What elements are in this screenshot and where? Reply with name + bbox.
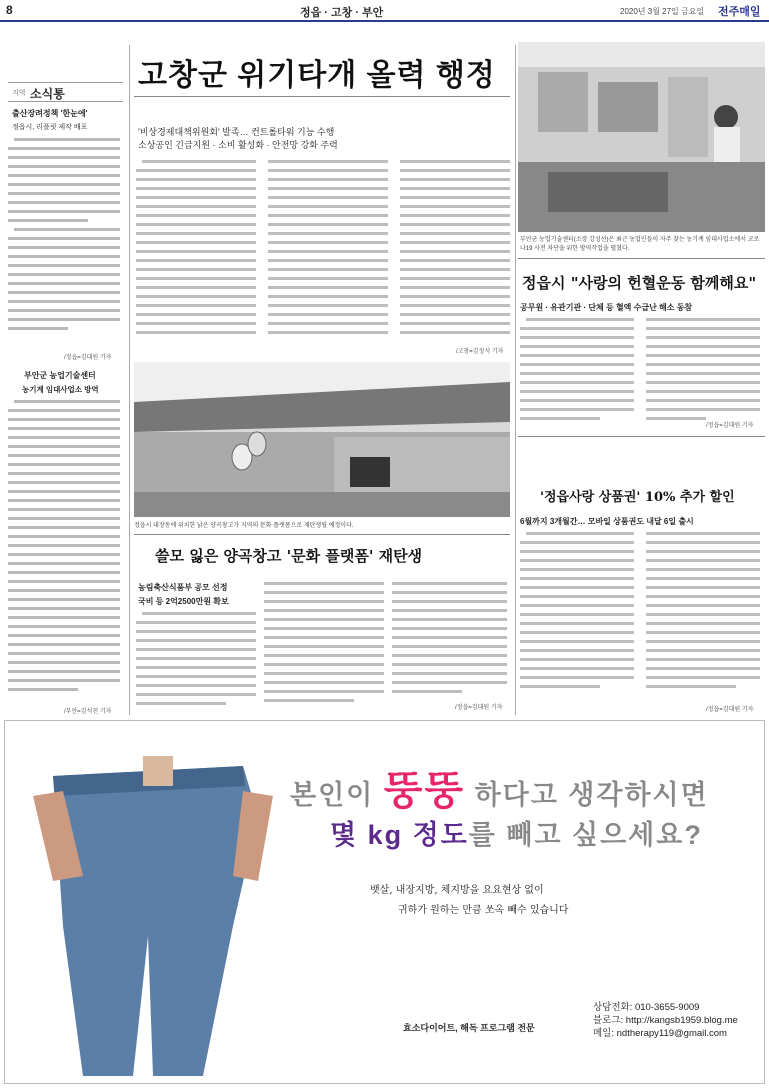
- page-number: 8: [6, 3, 13, 17]
- column-divider: [129, 45, 130, 715]
- story4-rule: [518, 436, 765, 437]
- story2-photo-caption: 정읍시 내장동에 위치한 낡은 양곡창고가 지역의 문화 플랫폼으로 재탄생될 예정이다.: [134, 523, 354, 529]
- ad-brand: 효소다이어트, 해독 프로그램 전문: [403, 1023, 535, 1033]
- ad-sub2: 귀하가 원하는 만큼 쏘옥 빼수 있습니다: [398, 905, 569, 916]
- ad-phone: 상담전화: 010-3655-9009: [593, 1002, 700, 1013]
- story2-body-col3: [392, 580, 517, 710]
- story3-body: [520, 316, 766, 436]
- headline-rule: [134, 96, 510, 97]
- page-header: [0, 0, 769, 22]
- story2-rule: [134, 534, 510, 535]
- sidebar-item1-head: 출산장려정책 '한눈에': [12, 109, 88, 118]
- sidebar-item1-byline: /정읍=김대원 기자: [64, 355, 112, 361]
- main-headline: 고창군 위기타개 올력 행정: [138, 59, 496, 92]
- story2-deck-1: 농림축산식품부 공모 선정: [138, 583, 228, 592]
- sidebar-item1-sub: 정읍시, 리플릿 제작 배포: [12, 124, 88, 131]
- sidebar-item2-head: 부안군 농업기술센터: [24, 371, 96, 380]
- section-tag: 지역 소식통: [8, 82, 123, 102]
- ad-email[interactable]: 메일: ndtherapy119@gmail.com: [593, 1028, 727, 1039]
- story3-photo-caption: 부안군 농업기술센터(소장 강성선)은 최근 농업인들이 자주 찾는 농기계 임대사업소에서 코로나19 사전 차단을 위한 방역작업을 펼쳤다.: [520, 237, 760, 252]
- sidebar-item2-body: [8, 398, 123, 698]
- story4-byline: /정읍=김대원 기자: [706, 707, 754, 713]
- ad-line1-emph: 뚱뚱: [383, 769, 466, 813]
- story4-body: [520, 530, 766, 702]
- ad-line1-post: 하다고 생각하시면: [474, 780, 709, 810]
- story2-byline: /정읍=김대원 기자: [455, 705, 503, 711]
- main-deck-2: 소상공인 긴급지원 · 소비 활성화 · 안전망 강화 주력: [138, 140, 338, 150]
- warehouse-photo: [134, 362, 510, 517]
- story2-deck-2: 국비 등 2억2500만원 확보: [138, 597, 229, 606]
- sidebar-item2-sub: 농기계 임대사업소 방역: [22, 385, 99, 394]
- jeans-illustration: [33, 756, 273, 1081]
- story3-headline: 정읍시 "사랑의 헌혈운동 함께해요": [522, 274, 757, 292]
- ad-line2-emph: 몇 kg 정도: [330, 820, 469, 850]
- ad-line2-post: 를 빼고 싶으세요?: [468, 820, 703, 850]
- story3-rule: [518, 258, 765, 259]
- issue-date: 2020년 3월 27일 금요일: [620, 7, 705, 16]
- main-byline: /고창=김정석 기자: [456, 349, 504, 355]
- ad-line1: [290, 759, 709, 816]
- story4-deck: 6월까지 3개월간… 모바일 상품권도 내달 6일 출시: [520, 517, 694, 526]
- ad-line1-pre: 본인이: [290, 780, 375, 810]
- newspaper-name: 전주매일: [718, 6, 761, 18]
- column-divider-right: [515, 45, 516, 715]
- ad-sub1: 뱃살, 내장지방, 체지방을 요요현상 없이: [370, 885, 544, 896]
- sidebar-item1-body: [8, 136, 123, 346]
- sidebar-item2-byline: /부안=김석천 기자: [64, 709, 112, 715]
- equipment-photo: [518, 42, 765, 232]
- main-deck-1: '비상경제대책위원회' 발족… 컨트롤타워 기능 수행: [138, 127, 335, 137]
- story4-headline: '정읍사랑 상품권' 10% 추가 할인: [540, 490, 735, 505]
- ad-line2: [330, 813, 703, 852]
- story3-byline: /정읍=김대원 기자: [706, 423, 754, 429]
- diet-advertisement: [4, 720, 765, 1084]
- section-title: 정읍 · 고창 · 부안: [300, 7, 384, 19]
- story2-headline: 쓸모 잃은 양곡창고 '문화 플랫폼' 재탄생: [155, 547, 423, 565]
- main-body: [136, 158, 512, 354]
- ad-contact: [593, 1001, 738, 1040]
- story3-deck: 공무원 · 유관기관 · 단체 등 혈액 수급난 해소 동참: [520, 303, 693, 312]
- ad-blog[interactable]: 블로그: http://kangsb1959.blog.me: [593, 1015, 738, 1026]
- story2-body-col2: [264, 580, 389, 710]
